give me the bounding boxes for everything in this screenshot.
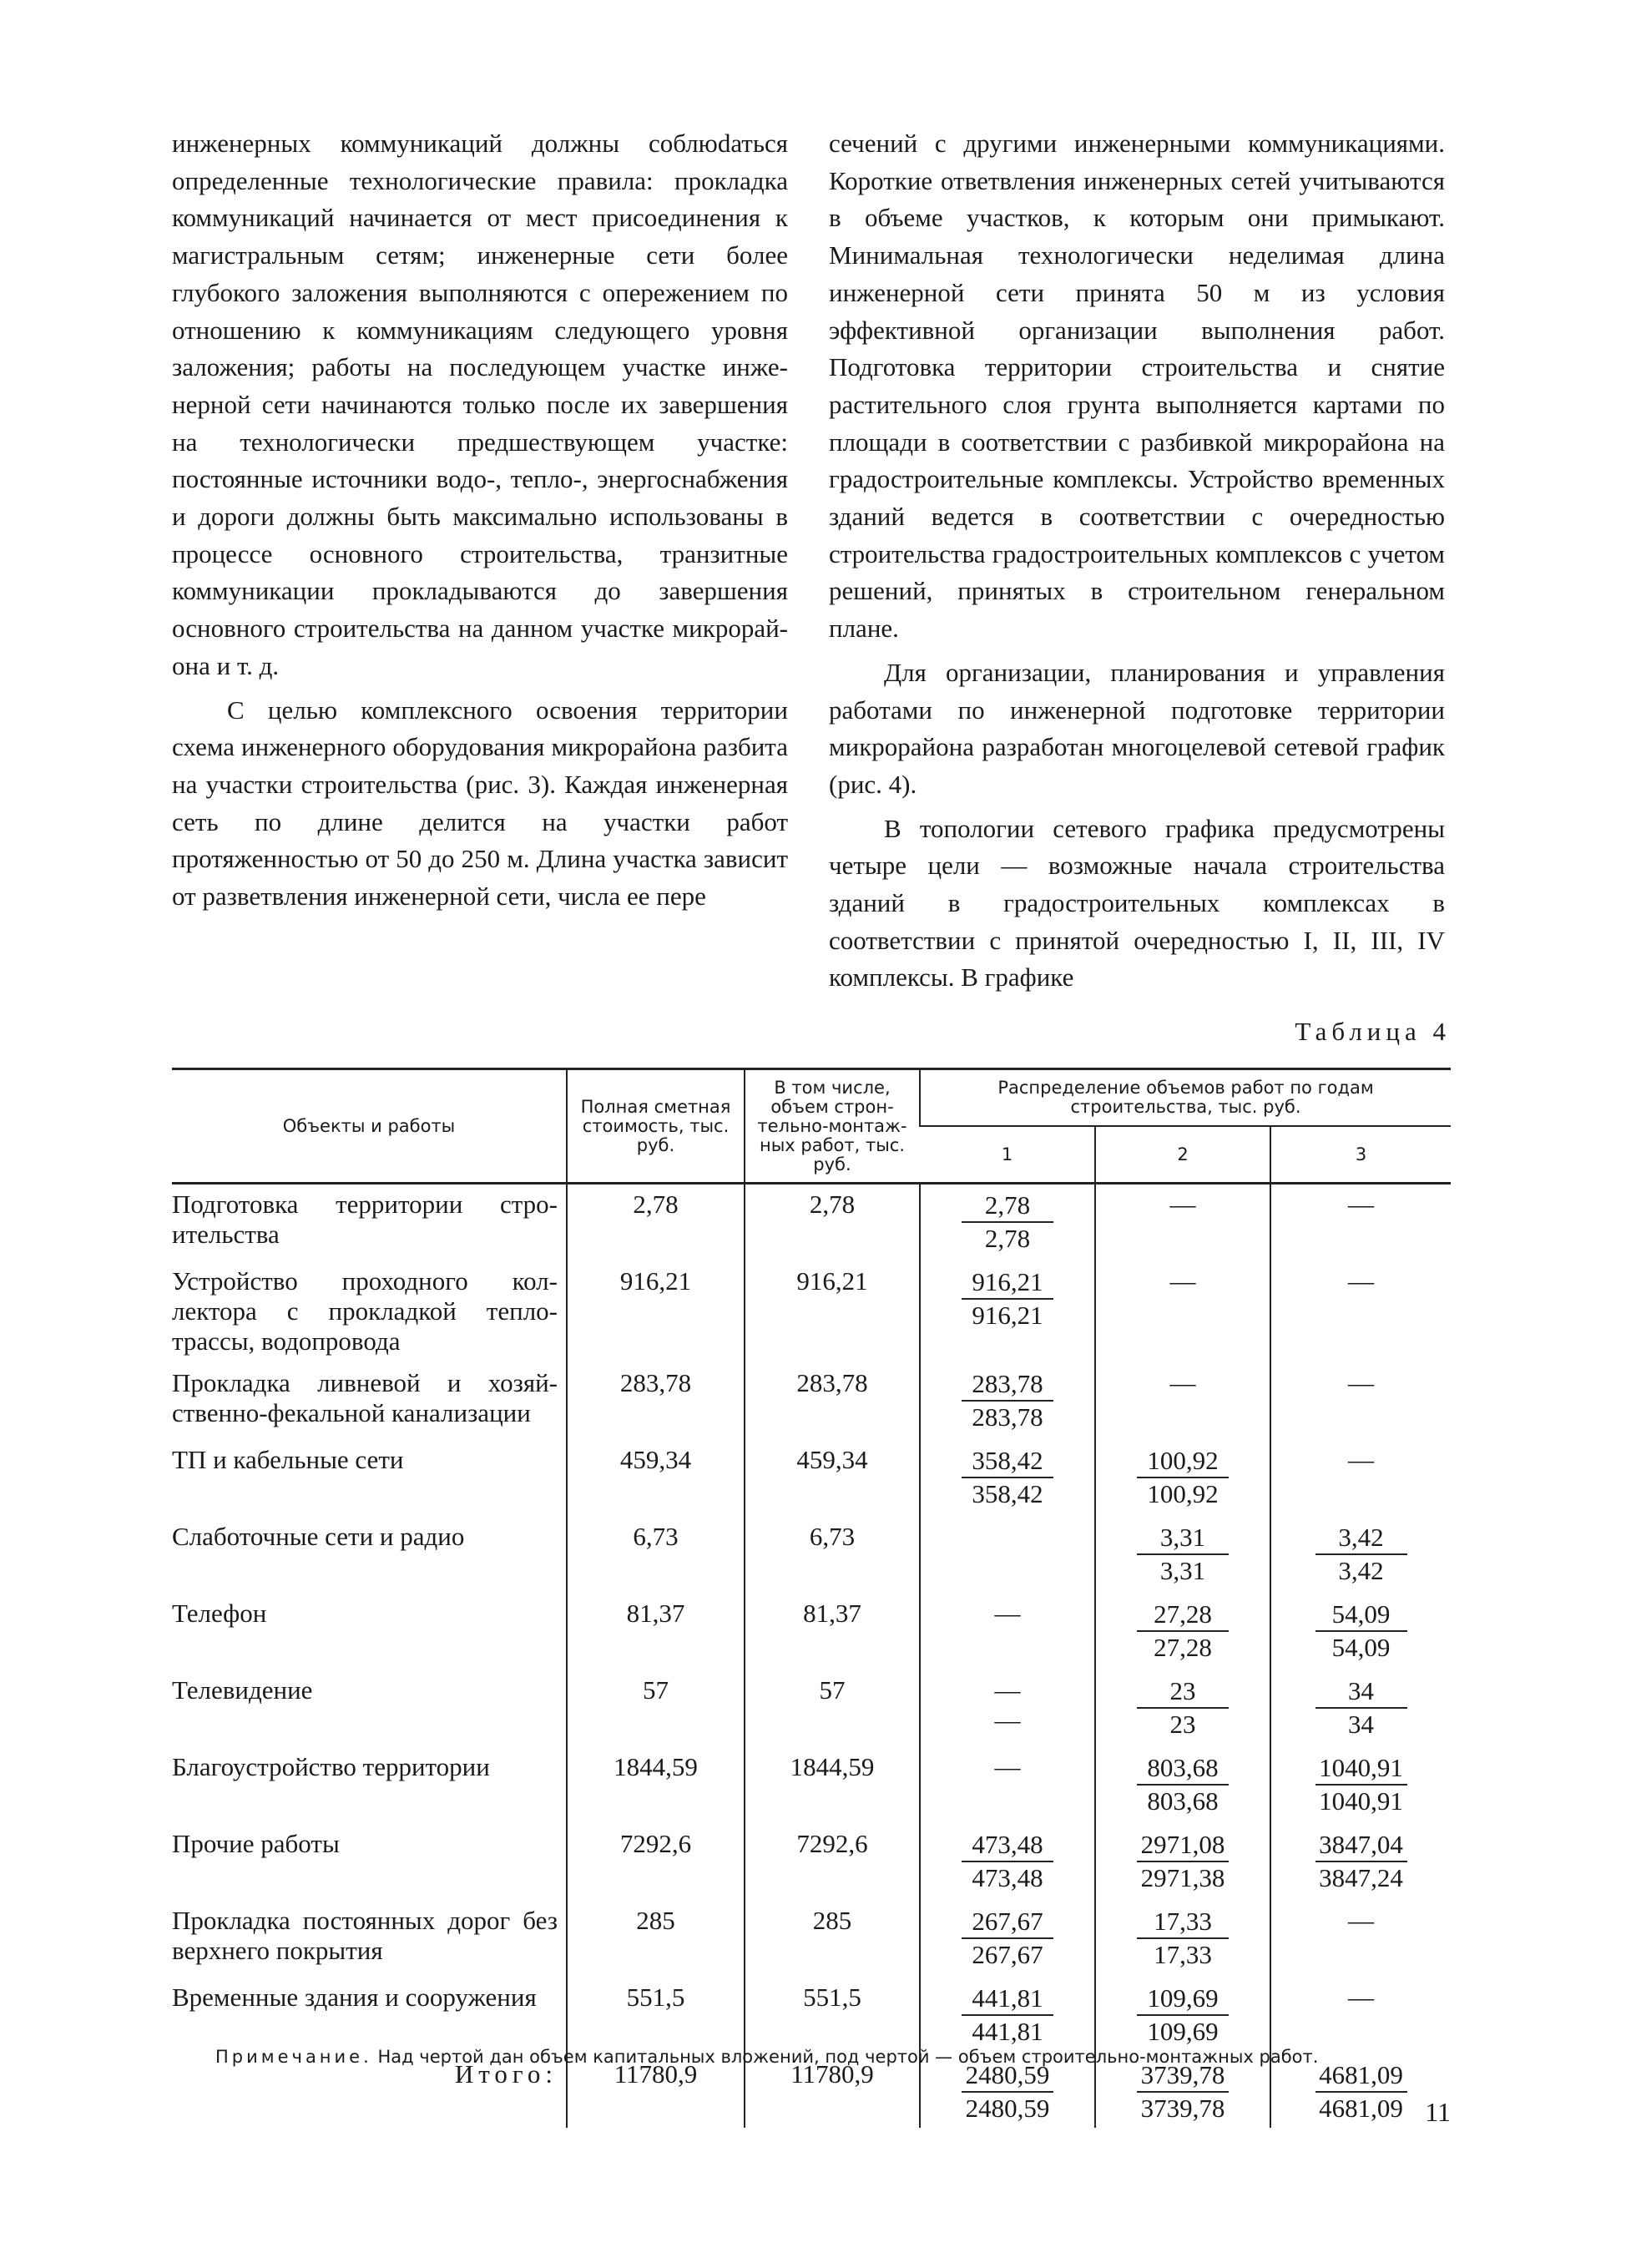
table-row [172, 1978, 1451, 2054]
row-year-2 [1095, 1261, 1270, 1363]
header-full-cost: Полная сметная стоимость, тыс. руб. [567, 1069, 745, 1184]
row-smr-volume: 81,37 [745, 1594, 920, 1670]
table-row [172, 1363, 1451, 1440]
table-row [172, 1824, 1451, 1901]
row-year-1 [920, 1517, 1095, 1594]
fraction-value [1137, 1829, 1229, 1894]
fraction-value [1315, 1599, 1407, 1664]
empty-dash: — [1348, 1368, 1375, 1397]
construction-works-value: 916,21 [972, 1301, 1043, 1330]
empty-dash: — [1348, 1445, 1375, 1474]
row-year-1 [920, 1670, 1095, 1747]
row-year-1 [920, 1184, 1095, 1262]
empty-dash: — [1348, 1983, 1375, 2012]
right-paragraph-3: В топологии сетевого графика предусмотрены четыре цели — возможные начала строительства зданий в градостроительных комплексах в соответствии с принятой очередностью I, II, III, IV комплексы. В графике [829, 813, 1445, 993]
capital-investment-value: 2971,08 [1137, 1829, 1229, 1862]
left-paragraph-2: С целью комплексного освоения территории схема инженерного оборудования микрорайона разбита на участки строительства (рис. 3). Каждая инженерная сеть по длине делится на участки работ протяженностью от 50 до 250 м. Длина участка зависит от разветвления инженерной сети, числа ее пере [172, 695, 788, 912]
row-smr-volume: 57 [745, 1670, 920, 1747]
fraction-value [1137, 1445, 1229, 1510]
table-container [172, 1068, 1451, 2128]
row-year-1 [920, 1440, 1095, 1517]
fraction-value [962, 1829, 1053, 1894]
construction-works-value: 2480,59 [965, 2094, 1050, 2123]
fraction-value [1137, 2059, 1229, 2124]
note-text: Над чертой дан объем капитальных вложений, под чертой — объем строительно-монтажных работ. [371, 2047, 1319, 2067]
right-text-column [829, 125, 1445, 997]
capital-investment-value: 3847,04 [1315, 1829, 1407, 1862]
row-object-name: Телефон [172, 1599, 267, 1628]
capital-investment-value: 4681,09 [1315, 2059, 1407, 2093]
fraction-value [962, 1983, 1053, 2048]
table-row [172, 1594, 1451, 1670]
row-smr-volume: 6,73 [745, 1517, 920, 1594]
row-year-1 [920, 1978, 1095, 2054]
construction-works-value: 23 [1169, 1710, 1196, 1739]
row-year-1 [920, 1824, 1095, 1901]
empty-dash: — [994, 1675, 1021, 1705]
fraction-value [1315, 1675, 1407, 1740]
table-row [172, 1440, 1451, 1517]
row-full-cost: 283,78 [567, 1363, 745, 1440]
row-year-3 [1270, 1978, 1451, 2054]
row-year-2 [1095, 1670, 1270, 1747]
row-year-3 [1270, 1594, 1451, 1670]
construction-works-value: 441,81 [972, 2017, 1043, 2046]
row-full-cost: 285 [567, 1901, 745, 1978]
capital-investment-value: 1040,91 [1315, 1752, 1407, 1786]
row-smr-volume: 283,78 [745, 1363, 920, 1440]
row-smr-volume: 285 [745, 1901, 920, 1978]
left-paragraph-1: инженерных коммуникаций должны соблюdаться определенные технологические правила: прокладка коммуникаций начинается от мест присоединения к магистральным сетям; инженерные сети более глубокого заложения выполняются с опережением по отношению к коммуникациям следующего уровня заложения; работы на последующем участке инженерной сети начинаются только после их завершения на технологически предшествующем участке: постоянные источники водо-, тепло-, энергоснабжения и дороги должны быть максимально использованы в процессе основного строительства, транзитные коммуникации прокладываются до завершения основного строительства на данном участке микрорайона и т. д. [172, 129, 788, 680]
row-smr-volume: 2,78 [745, 1184, 920, 1262]
row-object-name: Прокладка постоянных дорог без верхнего покрытия [172, 1906, 558, 1965]
row-smr-volume: 916,21 [745, 1261, 920, 1363]
capital-investment-value: 23 [1137, 1675, 1229, 1709]
fraction-value [962, 1190, 1053, 1255]
row-full-cost: 81,37 [567, 1594, 745, 1670]
table-row [172, 1670, 1451, 1747]
left-text-column [172, 125, 788, 916]
fraction-value [1315, 1522, 1407, 1587]
table-row [172, 1747, 1451, 1824]
row-year-3 [1270, 1440, 1451, 1517]
fraction-value [1137, 1675, 1229, 1740]
construction-works-value: 1040,91 [1319, 1786, 1403, 1816]
row-year-2 [1095, 1517, 1270, 1594]
row-full-cost: 7292,6 [567, 1824, 745, 1901]
row-object-name: Временные здания и сооружения [172, 1983, 537, 2012]
construction-works-value: 473,48 [972, 1863, 1043, 1892]
capital-investment-value: 2480,59 [962, 2059, 1053, 2093]
capital-investment-value: 17,33 [1137, 1906, 1229, 1939]
empty-dash: — [994, 1705, 1021, 1735]
row-year-2 [1095, 1824, 1270, 1901]
capital-investment-value: 358,42 [962, 1445, 1053, 1478]
capital-investment-value: 283,78 [962, 1368, 1053, 1402]
row-object-name: Телевидение [172, 1675, 313, 1705]
construction-works-value: 3847,24 [1319, 1863, 1403, 1892]
table-row [172, 1261, 1451, 1363]
row-smr-volume: 1844,59 [745, 1747, 920, 1824]
capital-investment-value: 3,42 [1315, 1522, 1407, 1555]
row-year-2 [1095, 1184, 1270, 1262]
capital-investment-value: 267,67 [962, 1906, 1053, 1939]
row-object-name: ТП и кабельные сети [172, 1445, 404, 1474]
total-label: Итого: [454, 2059, 558, 2089]
table-note [215, 2047, 1459, 2067]
works-distribution-table [172, 1068, 1451, 2128]
row-year-2 [1095, 1978, 1270, 2054]
row-object-name: Слаботочные сети и радио [172, 1522, 465, 1551]
right-paragraph-1: сечений с другими инженерными коммуникациями. Короткие ответвления инженерных сетей учитываются в объеме участков, к которым они примыкают. Минимальная технологически неделимая длина инженерной сети принята 50 м из условия эффективной организации выполнения работ. Подготовка территории строительства и снятие растительного слоя грунта выполняется картами по площади в соответствии с разбивкой микрорайона на градостроительные комплексы. Устройство временных зданий ведется в соответствии с очередностью строительства градостроительных комплексов с учетом решений, принятых в строительном генеральном плане. [829, 129, 1445, 644]
empty-dash: — [994, 1752, 1021, 1781]
capital-investment-value: 916,21 [962, 1266, 1053, 1300]
capital-investment-value: 441,81 [962, 1983, 1053, 2016]
header-year-2: 2 [1095, 1126, 1270, 1184]
fraction-value [1315, 1829, 1407, 1894]
row-year-1 [920, 1363, 1095, 1440]
construction-works-value: 2971,38 [1140, 1863, 1225, 1892]
row-year-2 [1095, 1440, 1270, 1517]
construction-works-value: 4681,09 [1319, 2094, 1403, 2123]
row-object-name: Устройство проходного коллектора с прокладкой теплотрассы, водопровода [172, 1266, 558, 1356]
fraction-value [962, 1445, 1053, 1510]
row-full-cost: 6,73 [567, 1517, 745, 1594]
row-year-3 [1270, 1747, 1451, 1824]
construction-works-value: 100,92 [1147, 1479, 1219, 1508]
row-full-cost: 11780,9 [567, 2054, 745, 2128]
capital-investment-value: 473,48 [962, 1829, 1053, 1862]
header-including-smr: В том числе, объем строн-тельно-монтаж-ных работ, тыс. руб. [745, 1069, 920, 1184]
fraction-value [1137, 1522, 1229, 1587]
fraction-value [1137, 1599, 1229, 1664]
fraction-value [962, 2059, 1053, 2124]
capital-investment-value: 2,78 [962, 1190, 1053, 1223]
row-smr-volume: 551,5 [745, 1978, 920, 2054]
right-paragraph-2: Для организации, планирования и управления работами по инженерной подготовке территории микрорайона разработан многоцелевой сетевой график (рис. 4). [829, 657, 1445, 799]
row-full-cost: 2,78 [567, 1184, 745, 1262]
empty-dash: — [1169, 1190, 1196, 1219]
header-year-3: 3 [1270, 1126, 1451, 1184]
empty-dash: — [1348, 1190, 1375, 1219]
row-smr-volume: 11780,9 [745, 2054, 920, 2128]
row-object-name: Прокладка ливневой и хозяйственно-фекальной канализации [172, 1368, 558, 1427]
construction-works-value: 2,78 [984, 1224, 1031, 1253]
capital-investment-value: 34 [1315, 1675, 1407, 1709]
construction-works-value: 267,67 [972, 1940, 1043, 1969]
row-year-1 [920, 1747, 1095, 1824]
row-year-3 [1270, 1824, 1451, 1901]
row-full-cost: 551,5 [567, 1978, 745, 2054]
construction-works-value: 27,28 [1154, 1633, 1212, 1662]
row-year-2 [1095, 1747, 1270, 1824]
row-year-1 [920, 1901, 1095, 1978]
fraction-value [1137, 1906, 1229, 1971]
construction-works-value: 283,78 [972, 1402, 1043, 1432]
construction-works-value: 358,42 [972, 1479, 1043, 1508]
row-year-3 [1270, 1261, 1451, 1363]
row-year-3 [1270, 1517, 1451, 1594]
capital-investment-value: 109,69 [1137, 1983, 1229, 2016]
empty-dash: — [1169, 1368, 1196, 1397]
fraction-value [962, 1906, 1053, 1971]
fraction-value [1137, 1752, 1229, 1817]
capital-investment-value: 803,68 [1137, 1752, 1229, 1786]
capital-investment-value: 27,28 [1137, 1599, 1229, 1632]
row-full-cost: 916,21 [567, 1261, 745, 1363]
note-label: Примечание. [215, 2047, 372, 2067]
row-year-3 [1270, 1363, 1451, 1440]
table-row [172, 1517, 1451, 1594]
row-year-1 [920, 1594, 1095, 1670]
table-row [172, 1901, 1451, 1978]
empty-dash: — [1348, 1266, 1375, 1296]
capital-investment-value: 3,31 [1137, 1522, 1229, 1555]
construction-works-value: 34 [1348, 1710, 1375, 1739]
row-year-2 [1095, 1594, 1270, 1670]
header-distribution: Распределение объемов работ по годам строительства, тыс. руб. [920, 1069, 1451, 1127]
capital-investment-value: 3739,78 [1137, 2059, 1229, 2093]
table-row [172, 1184, 1451, 1262]
row-full-cost: 57 [567, 1670, 745, 1747]
table-body [172, 1184, 1451, 2129]
construction-works-value: 109,69 [1147, 2017, 1219, 2046]
empty-dash: — [994, 1599, 1021, 1628]
row-year-1 [920, 1261, 1095, 1363]
row-year-2 [1095, 1901, 1270, 1978]
fraction-value [1315, 1752, 1407, 1817]
row-object-name: Подготовка территории строительства [172, 1190, 558, 1249]
row-year-3 [1270, 1670, 1451, 1747]
fraction-value [962, 1266, 1053, 1331]
row-full-cost: 1844,59 [567, 1747, 745, 1824]
construction-works-value: 3,31 [1159, 1556, 1206, 1585]
capital-investment-value: 54,09 [1315, 1599, 1407, 1632]
construction-works-value: 3,42 [1338, 1556, 1384, 1585]
construction-works-value: 803,68 [1147, 1786, 1219, 1816]
row-year-3 [1270, 1901, 1451, 1978]
header-year-1: 1 [920, 1126, 1095, 1184]
row-full-cost: 459,34 [567, 1440, 745, 1517]
fraction-value [962, 1368, 1053, 1433]
fraction-value [1315, 2059, 1407, 2124]
row-object-name: Благоустройство территории [172, 1752, 490, 1781]
page-number: 11 [1425, 2097, 1451, 2127]
table-caption: Таблица 4 [1295, 1017, 1451, 1046]
row-smr-volume: 7292,6 [745, 1824, 920, 1901]
row-year-3 [1270, 1184, 1451, 1262]
empty-dash: — [1348, 1906, 1375, 1935]
row-year-2 [1095, 1363, 1270, 1440]
header-objects: Объекты и работы [172, 1069, 567, 1184]
fraction-value [1137, 1983, 1229, 2048]
row-object-name: Прочие работы [172, 1829, 340, 1858]
row-smr-volume: 459,34 [745, 1440, 920, 1517]
capital-investment-value: 100,92 [1137, 1445, 1229, 1478]
construction-works-value: 3739,78 [1140, 2094, 1225, 2123]
construction-works-value: 54,09 [1331, 1633, 1391, 1662]
construction-works-value: 17,33 [1154, 1940, 1212, 1969]
empty-dash: — [1169, 1266, 1196, 1296]
